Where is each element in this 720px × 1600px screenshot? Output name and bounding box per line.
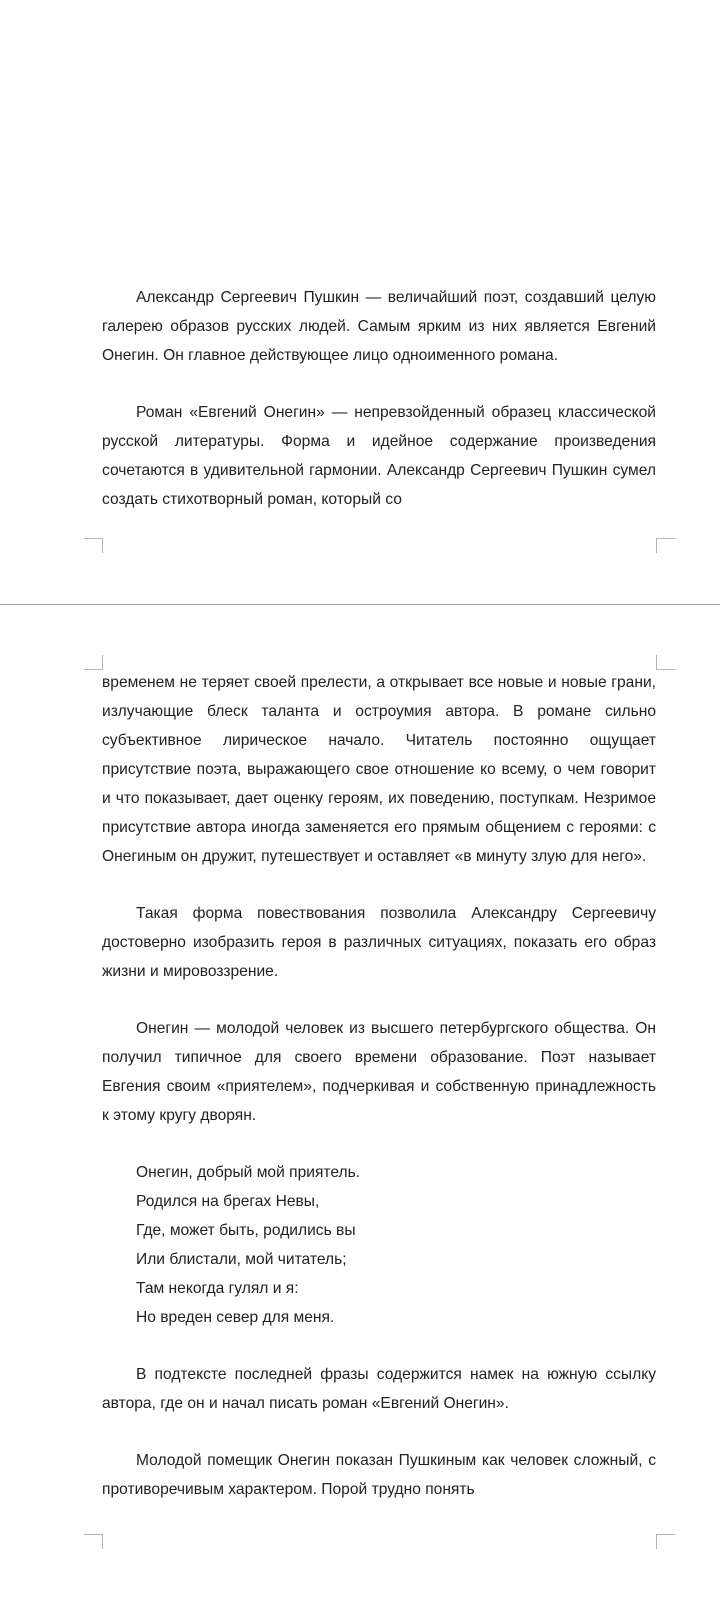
verse-line: Или блистали, мой читатель;	[136, 1251, 347, 1268]
verse-line: Там некогда гулял и я:	[136, 1280, 299, 1297]
page-break-line	[0, 604, 720, 605]
paragraph: В подтексте последней фразы содержится намек на южную ссылку автора, где он и начал писать роман «Евгений Онегин».	[102, 1366, 656, 1412]
page-2-text[interactable]	[102, 668, 656, 1532]
paragraph: Такая форма повествования позволила Александру Сергеевичу достоверно изобразить героя в различных ситуациях, показать его образ жизни и мировоззрение.	[102, 905, 656, 980]
margin-mark-bottom-left	[84, 538, 103, 553]
document-page-1	[0, 0, 720, 605]
verse-line: Онегин, добрый мой приятель.	[136, 1164, 361, 1181]
margin-mark-top-right	[656, 655, 675, 670]
verse-line: Родился на брегах Невы,	[136, 1193, 320, 1210]
document-page-2	[0, 606, 720, 1600]
margin-mark-bottom-right	[656, 1534, 675, 1549]
margin-mark-bottom-left	[84, 1534, 103, 1549]
margin-mark-top-left	[84, 655, 103, 670]
paragraph: Александр Сергеевич Пушкин — величайший поэт, создавший целую галерею образов русских людей. Самым ярким из них является Евгений Онегин. Он главное действующее лицо одноименного романа.	[102, 289, 656, 364]
verse-quote	[136, 1158, 656, 1332]
margin-mark-bottom-right	[656, 538, 675, 553]
verse-line: Где, может быть, родились вы	[136, 1222, 356, 1239]
paragraph: Роман «Евгений Онегин» — непревзойденный образец классической русской литературы. Форма и идейное содержание произведения сочетаются в удивительной гармонии. Александр Сергеевич Пушкин сумел создать стихотворный роман, который со	[102, 404, 656, 508]
paragraph: Онегин — молодой человек из высшего петербургского общества. Он получил типичное для своего времени образование. Поэт называет Евгения своим «приятелем», подчеркивая и собственную принадлежность к этому кругу дворян.	[102, 1020, 656, 1124]
verse-line: Но вреден север для меня.	[136, 1309, 335, 1326]
paragraph: Молодой помещик Онегин показан Пушкиным как человек сложный, с противоречивым характером. Порой трудно понять	[102, 1452, 656, 1498]
page-1-text[interactable]	[102, 283, 656, 542]
paragraph-continuation: временем не теряет своей прелести, а открывает все новые и новые грани, излучающие блеск таланта и остроумия автора. В романе сильно субъективное лирическое начало. Читатель постоянно ощущает присутствие поэта, выражающего свое отношение ко всему, о чем говорит и что показывает, дает оценку героям, их поведению, поступкам. Незримое присутствие автора иногда заменяется его прямым общением с героями: с Онегиным он дружит, путешествует и оставляет «в минуту злую для него».	[102, 674, 656, 865]
